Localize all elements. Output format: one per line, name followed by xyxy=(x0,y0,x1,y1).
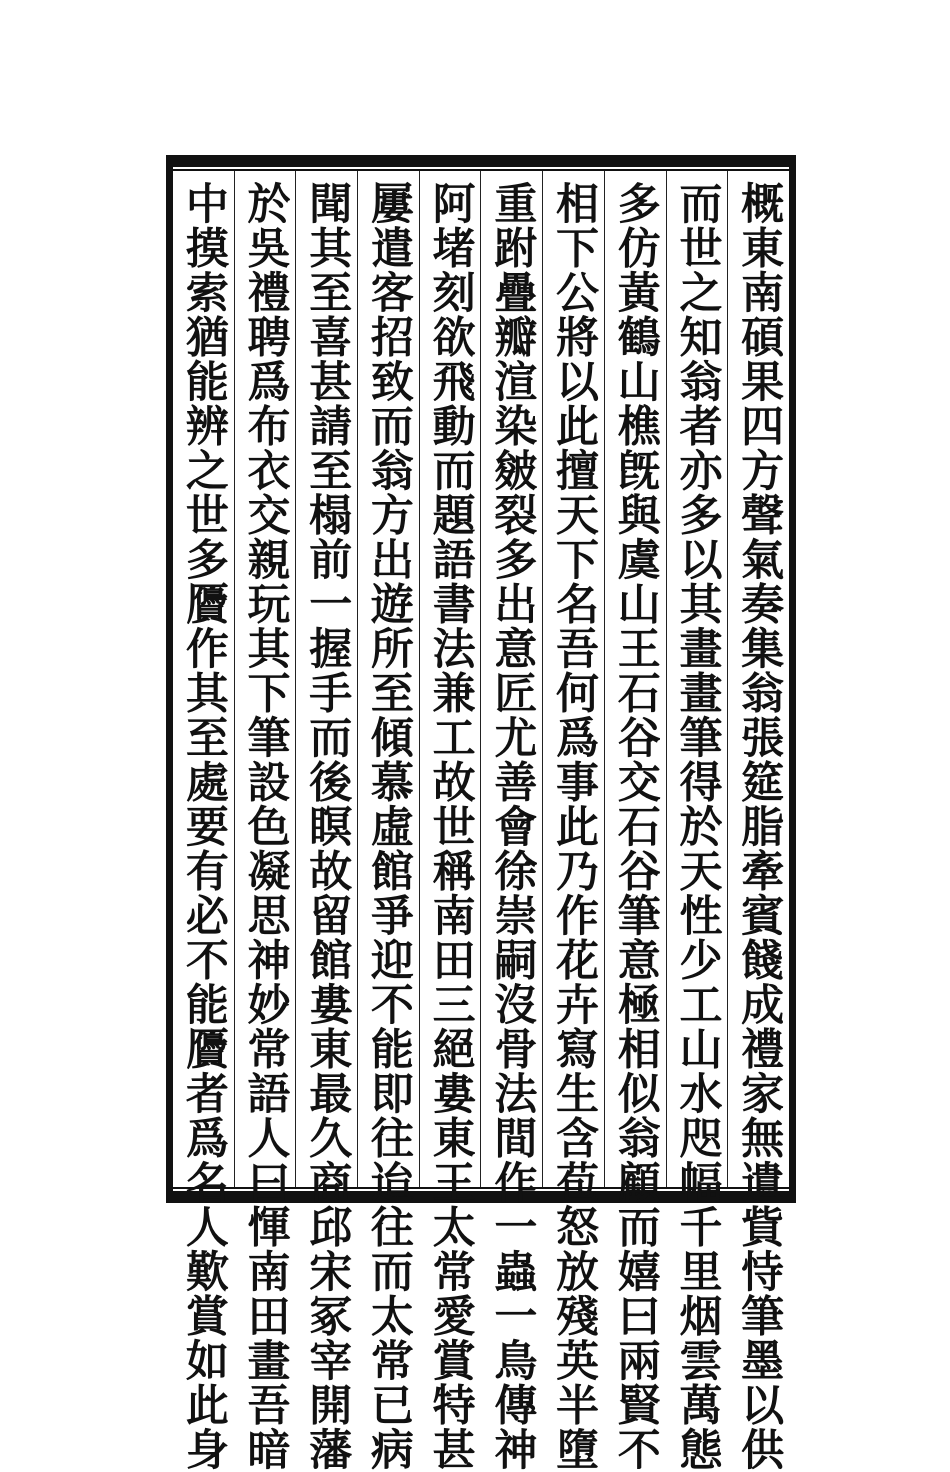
text-column xyxy=(234,171,296,1472)
column-text: 於吳禮聘爲布衣交親玩其下筆設色凝思神妙常語人曰惲南田畫吾暗 xyxy=(240,181,291,1472)
text-column xyxy=(480,171,542,1472)
text-column xyxy=(727,171,789,1472)
column-text: 相下公將以此擅天下名吾何爲事此乃作花卉寫生含苞怒放殘英半墮 xyxy=(549,181,600,1472)
column-text: 而世之知翁者亦多以其畫畫筆得於天性少工山水咫幅千里烟雲萬態 xyxy=(672,181,723,1472)
column-text: 概東南碩果四方聲氣奏集翁張筵脂牽賓餞成禮家無遺貲恃筆墨以供 xyxy=(734,181,785,1472)
column-text: 阿堵刻欲飛動而題語書法兼工故世稱南田三絕婁東王太常愛賞特甚 xyxy=(425,181,476,1472)
column-text: 屢遣客招致而翁方出遊所至傾慕虛館爭迎不能即往迨往而太常已病 xyxy=(363,181,414,1472)
text-columns xyxy=(173,171,789,1472)
text-column xyxy=(173,171,234,1472)
text-column xyxy=(604,171,666,1472)
text-column xyxy=(295,171,357,1472)
column-text: 聞其至喜甚請至榻前一握手而後瞑故留館婁東最久商邱宋冢宰開藩 xyxy=(302,181,353,1472)
top-border-rule xyxy=(166,155,796,167)
text-column xyxy=(357,171,419,1472)
left-border-rule xyxy=(166,155,173,1203)
text-column xyxy=(419,171,481,1472)
column-text: 多仿黃鶴山樵旣與虞山王石谷交石谷筆意極相似翁顧而嬉曰兩賢不 xyxy=(610,181,661,1472)
page-frame xyxy=(166,155,796,1472)
column-text: 中摸索猶能辨之世多贗作其至處要有必不能贗者爲名人歎賞如此身 xyxy=(178,181,229,1472)
text-column xyxy=(542,171,604,1472)
right-border-rule xyxy=(789,155,796,1203)
text-column xyxy=(666,171,728,1472)
column-text: 重跗疊瓣渲染皴裂多出意匠尤善會徐崇嗣沒骨法間作一蟲一鳥傳神 xyxy=(487,181,538,1472)
